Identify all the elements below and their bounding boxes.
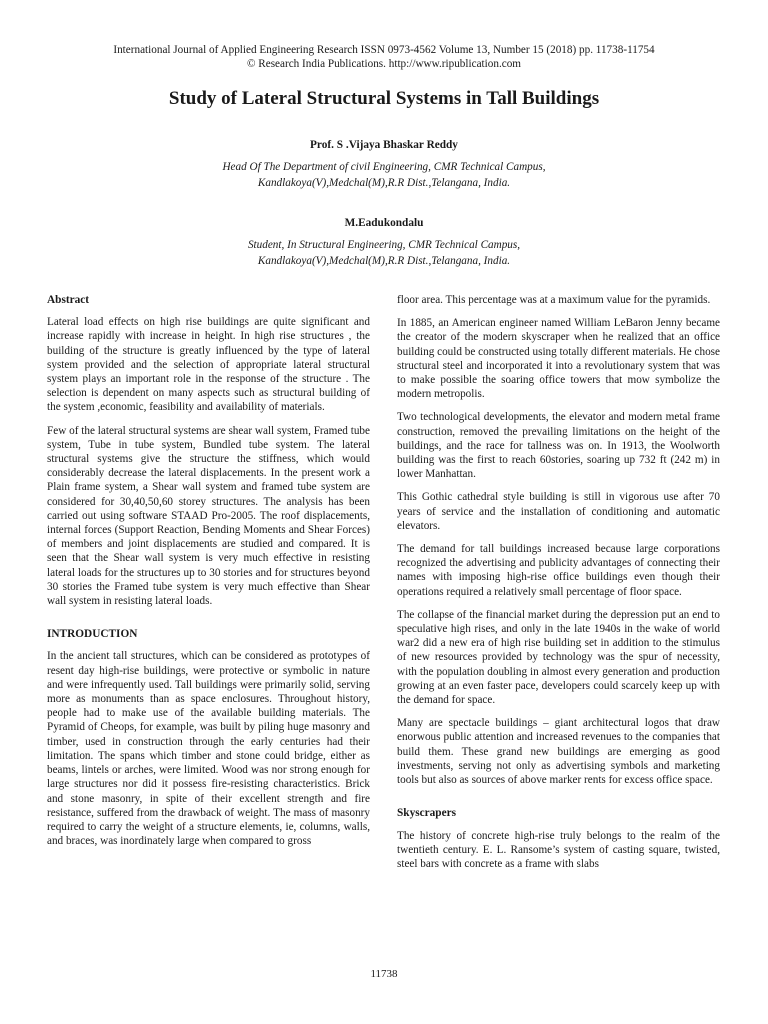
body-paragraph: Many are spectacle buildings – giant architectural logos that draw enorwous public attention and increased revenues to the companies that build them. These grand new buildings are emerging as good investments, serving not only as advertising symbols and marketing tools but also as sources of above marker rents for excess office space. bbox=[397, 717, 720, 787]
skyscrapers-heading: Skyscrapers bbox=[397, 807, 456, 820]
author-name-1: Prof. S .Vijaya Bhaskar Reddy bbox=[310, 139, 458, 151]
page-number: 11738 bbox=[370, 968, 398, 980]
body-paragraph: floor area. This percentage was at a maximum value for the pyramids. bbox=[397, 294, 711, 306]
journal-citation: International Journal of Applied Engineering Research ISSN 0973-4562 Volume 13, Number 15 (2018) pp. 11738-11754 bbox=[113, 44, 655, 56]
body-paragraph: The demand for tall buildings increased because large corporations recognized the advertising and publicity advantages of connecting their names with imposing high-rise office buildings even though their operations required a relatively small percentage of floor space. bbox=[397, 543, 720, 598]
affiliation-line: Head Of The Department of civil Engineering, CMR Technical Campus, bbox=[222, 161, 546, 173]
body-paragraph: This Gothic cathedral style building is still in vigorous use after 70 years of service and the installation of conditioning and automatic elevators. bbox=[397, 491, 720, 532]
author-affiliation-2 bbox=[0, 237, 768, 269]
body-paragraph: Two technological developments, the elevator and modern metal frame construction, removed the prevailing limitations on the height of the buildings, and the race for tallness was on. In 1913, the Woolworth building was the first to reach 60stories, soaring up 732 ft (242 m) in lower Manhattan. bbox=[397, 411, 720, 481]
journal-header bbox=[0, 43, 768, 71]
abstract-paragraph: Lateral load effects on high rise buildings are quite significant and increase rapidly with increase in height. In high rise structures , the building of the structure is greatly influenced by the type of lateral system provided and the selection of appropriate lateral structural system plays an important role in the response of the structure . The selection is dependent on many aspects such as structural building of the system ,economic, feasibility and availability of materials. bbox=[47, 316, 370, 414]
introduction-paragraph: In the ancient tall structures, which can be considered as prototypes of resent day high-rise buildings, were protective or symbolic in nature and were infrequently used. Tall buildings were primarily solid, serving more as monuments than as space enclosures. Throughout history, people had to make use of the available building materials. The Pyramid of Cheops, for example, was built by piling huge masonry and timber, used in construction through the early centuries had their limitation. The spans which timber and stone could bridge, either as beams, lintels or arches, were limited. Wood was nor strong enough for large structures nor did it possess fire-resisting characteristics. Brick and stone masonry, in spite of their excellent strength and fire resistance, suffered from the drawback of weight. The mass of masonry required to carry the weight of a structure elements, ie, columns, walls, and braces, was inordinately large when compared to gross bbox=[47, 650, 370, 848]
body-paragraph: The history of concrete high-rise truly belongs to the realm of the twentieth century. E. L. Ransome’s system of casting square, twisted, steel bars with concrete as a frame with slabs bbox=[397, 829, 720, 870]
author-name-2: M.Eadukondalu bbox=[344, 217, 424, 229]
affiliation-line: Kandlakoya(V),Medchal(M),R.R Dist.,Telangana, India. bbox=[257, 177, 511, 189]
introduction-heading: INTRODUCTION bbox=[47, 628, 138, 641]
body-paragraph: In 1885, an American engineer named William LeBaron Jenny became the creator of the modern skyscraper when he realized that an office building could be constructed using totally different materials. He chose structural steel and incorporated it into a revolutionary system that was to make possible the soaring office towers that mow symbolize the modern metropolis. bbox=[397, 317, 720, 401]
left-column bbox=[47, 293, 370, 857]
abstract-heading: Abstract bbox=[47, 294, 90, 306]
abstract-paragraph: Few of the lateral structural systems are shear wall system, Framed tube system, Tube in tube system, Bundled tube system. The lateral structural systems give the structure the stiffness, which would considerably decrease the lateral displacements. In the present work a Plain frame system, a Shear wall system and framed tube system are considered for 30,40,50,60 storey structures. The analysis has been carried out using software STAAD Pro-2005. The roof displacements, internal forces (Support Reaction, Bending Moments and Shear Forces) of members and joint displacements are studied and compared. It is seen that the Shear wall system is very much effective in resisting lateral loads for the structures up to 30 stories and for structures beyond 30 stories the Framed tube system is very much effective than Shear wall system in resisting lateral loads. bbox=[47, 424, 370, 608]
author-affiliation-1 bbox=[0, 159, 768, 191]
right-column bbox=[397, 293, 720, 880]
publisher-line: © Research India Publications. http://www.ripublication.com bbox=[246, 58, 522, 70]
paper-title: Study of Lateral Structural Systems in Tall Buildings bbox=[168, 88, 600, 109]
body-paragraph: The collapse of the financial market during the depression put an end to speculative high rises, and only in the late 1940s in the wake of world war2 did a new era of high rise building set in addition to the stimulus of new resources provided by technology was the spur of necessity, with the population doubling in almost every generation and production growing at an even faster pace, developers could scarcely keep up with the demand for space. bbox=[397, 608, 720, 707]
affiliation-line: Kandlakoya(V),Medchal(M),R.R Dist.,Telangana, India. bbox=[257, 255, 511, 267]
affiliation-line: Student, In Structural Engineering, CMR Technical Campus, bbox=[247, 239, 521, 251]
